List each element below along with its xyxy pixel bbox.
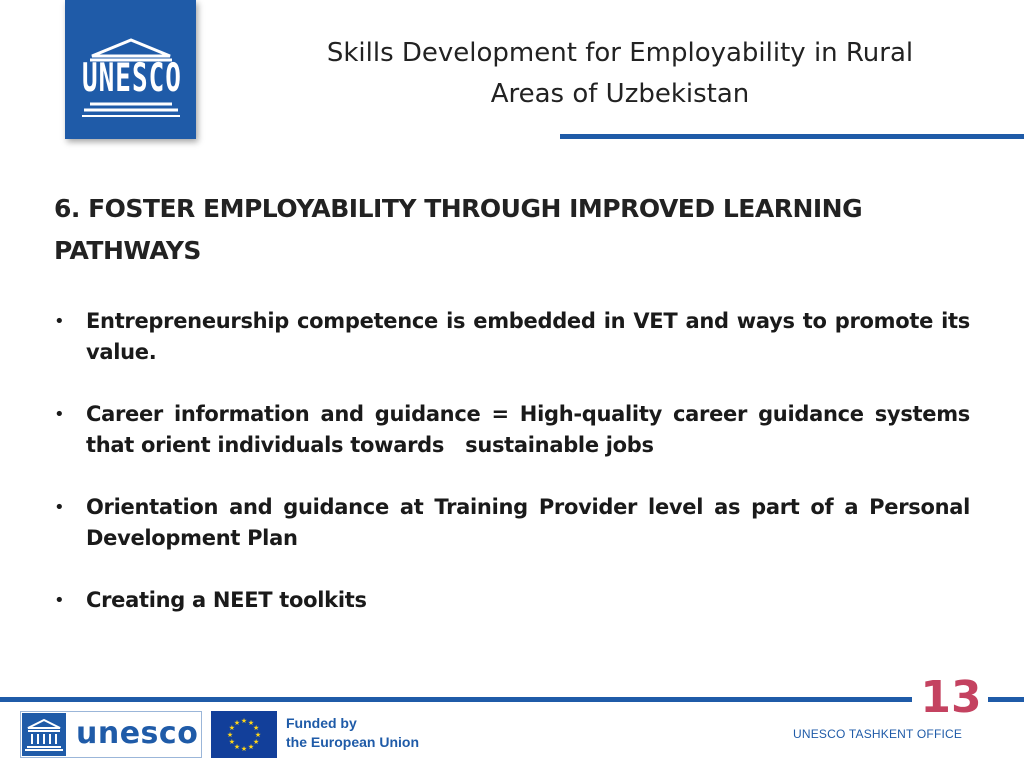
eu-star-icon: ★ [240,746,248,753]
eu-star-icon: ★ [228,725,236,732]
presentation-title-line-1: Skills Development for Employability in Rural [326,38,914,68]
eu-star-icon: ★ [252,739,260,746]
funded-line-1: Funded by [286,715,357,731]
footer-divider [0,697,912,702]
slide-heading-line-1: 6. FOSTER EMPLOYABILITY THROUGH IMPROVED LEARNING [54,194,863,223]
eu-star-icon: ★ [252,725,260,732]
header-divider [560,134,1024,139]
bullet-marker: • [54,497,65,518]
bullet-item [54,306,970,368]
office-label: UNESCO TASHKENT OFFICE [793,727,963,741]
eu-star-icon: ★ [247,719,255,727]
footer-divider-right [988,697,1024,702]
unesco-logo-lettering: UNESCO [82,56,182,102]
slide-heading-line-2: PATHWAYS [54,236,201,265]
slide-heading [54,188,934,272]
funded-line-2: the European Union [286,734,419,750]
unesco-wordmark: unesco [76,716,199,751]
eu-star-icon: ★ [247,744,255,752]
bullet-item [54,585,970,616]
presentation-title [290,33,950,115]
eu-star-icon: ★ [233,719,241,727]
bullet-item [54,399,978,461]
unesco-temple-small-icon [22,713,66,756]
funded-by-eu [286,714,419,752]
eu-star-icon: ★ [240,718,248,725]
unesco-footer-logo [20,711,202,758]
eu-star-icon: ★ [254,732,262,739]
bullet-marker: • [54,311,65,332]
eu-star-icon: ★ [226,732,234,739]
bullet-marker: • [54,404,65,425]
eu-star-icon: ★ [228,739,236,746]
presentation-title-line-2: Areas of Uzbekistan [490,79,750,109]
bullet-text: Creating a NEET toolkits [86,588,367,612]
bullet-text: Orientation and guidance at Training Provider level as part of a Personal Development Plan [86,495,970,550]
bullet-item [54,492,970,554]
bullet-text: Career information and guidance = High-quality career guidance systems that orient individuals towards sustainable jobs [86,402,978,457]
eu-flag-icon [211,711,277,758]
unesco-logo [65,0,196,139]
eu-star-icon: ★ [233,744,241,752]
bullet-text: Entrepreneurship competence is embedded in VET and ways to promote its value. [86,309,970,364]
bullet-list [54,306,978,647]
page-number: 13 [920,672,982,723]
bullet-marker: • [54,590,65,611]
